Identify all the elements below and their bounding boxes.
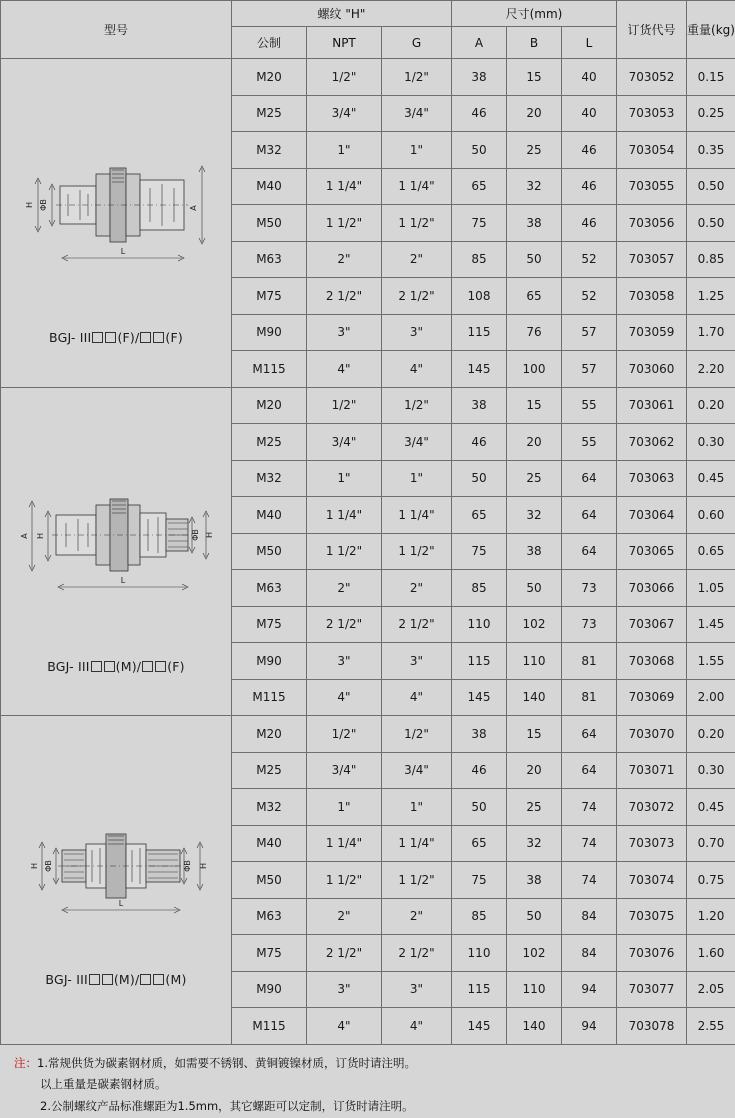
cell-a: 65	[452, 168, 507, 205]
cell-npt: 4"	[307, 351, 382, 388]
cell-a: 110	[452, 606, 507, 643]
cell-g: 3/4"	[382, 752, 452, 789]
cell-g: 1 1/2"	[382, 862, 452, 899]
cell-metric: M20	[232, 387, 307, 424]
cell-b: 50	[507, 241, 562, 278]
cell-b: 32	[507, 168, 562, 205]
cell-g: 1/2"	[382, 716, 452, 753]
cell-g: 1/2"	[382, 59, 452, 96]
cell-l: 52	[562, 278, 617, 315]
cell-b: 50	[507, 570, 562, 607]
cell-metric: M50	[232, 205, 307, 242]
model-label-suffix: (M)	[165, 972, 186, 987]
placeholder-box	[92, 332, 103, 343]
svg-text:H: H	[25, 202, 34, 208]
cell-a: 46	[452, 95, 507, 132]
cell-npt: 3/4"	[307, 95, 382, 132]
cell-l: 64	[562, 716, 617, 753]
cell-code: 703054	[617, 132, 687, 169]
cell-metric: M50	[232, 862, 307, 899]
cell-b: 20	[507, 752, 562, 789]
cell-weight: 1.25	[687, 278, 735, 315]
cell-npt: 1 1/4"	[307, 825, 382, 862]
cell-npt: 3"	[307, 971, 382, 1008]
cell-weight: 0.45	[687, 460, 735, 497]
cell-weight: 2.00	[687, 679, 735, 716]
cell-a: 50	[452, 132, 507, 169]
model-label-mid: (M)/	[114, 972, 140, 987]
placeholder-box	[102, 974, 113, 985]
cell-l: 84	[562, 935, 617, 972]
cell-g: 1 1/2"	[382, 205, 452, 242]
cell-b: 32	[507, 497, 562, 534]
note-line-1b: 以上重量是碳素钢材质。	[14, 1074, 735, 1096]
cell-l: 81	[562, 643, 617, 680]
cell-weight: 0.25	[687, 95, 735, 132]
cell-g: 3/4"	[382, 95, 452, 132]
note-line-2: 2.公制螺纹产品标准螺距为1.5mm，其它螺距可以定制，订货时请注明。	[14, 1096, 735, 1118]
cell-a: 46	[452, 424, 507, 461]
cell-code: 703069	[617, 679, 687, 716]
cell-weight: 0.50	[687, 205, 735, 242]
cell-l: 57	[562, 351, 617, 388]
cell-l: 64	[562, 460, 617, 497]
cell-npt: 1"	[307, 460, 382, 497]
svg-text:H: H	[199, 863, 208, 869]
cell-code: 703071	[617, 752, 687, 789]
cell-code: 703068	[617, 643, 687, 680]
header-weight: 重量(kg)	[687, 1, 735, 59]
header-g: G	[382, 27, 452, 59]
model-label-suffix: (F)	[165, 330, 183, 345]
svg-text:H: H	[36, 533, 45, 539]
cell-npt: 4"	[307, 1008, 382, 1045]
cell-l: 64	[562, 497, 617, 534]
cell-g: 1"	[382, 789, 452, 826]
cell-g: 3"	[382, 643, 452, 680]
cell-npt: 1 1/4"	[307, 168, 382, 205]
header-a: A	[452, 27, 507, 59]
placeholder-box	[105, 332, 116, 343]
placeholder-box	[91, 661, 102, 672]
cell-npt: 3"	[307, 643, 382, 680]
cell-b: 15	[507, 387, 562, 424]
cell-weight: 2.55	[687, 1008, 735, 1045]
placeholder-box	[104, 661, 115, 672]
cell-code: 703063	[617, 460, 687, 497]
cell-l: 40	[562, 95, 617, 132]
cell-g: 4"	[382, 351, 452, 388]
cell-b: 140	[507, 1008, 562, 1045]
cell-metric: M115	[232, 679, 307, 716]
model-label-mid: (F)/	[117, 330, 139, 345]
cell-metric: M90	[232, 314, 307, 351]
svg-text:A: A	[189, 205, 198, 211]
cell-b: 20	[507, 424, 562, 461]
cell-b: 102	[507, 606, 562, 643]
cell-npt: 2 1/2"	[307, 606, 382, 643]
cell-b: 110	[507, 971, 562, 1008]
model-label-prefix: BGJ- III	[45, 972, 87, 987]
cell-g: 1 1/4"	[382, 497, 452, 534]
cell-l: 94	[562, 971, 617, 1008]
header-b: B	[507, 27, 562, 59]
cell-b: 76	[507, 314, 562, 351]
cell-code: 703052	[617, 59, 687, 96]
cell-weight: 0.75	[687, 862, 735, 899]
cell-weight: 0.30	[687, 424, 735, 461]
cell-a: 75	[452, 205, 507, 242]
cell-code: 703059	[617, 314, 687, 351]
cell-metric: M25	[232, 752, 307, 789]
note-prefix: 注：	[14, 1056, 37, 1070]
model-label-group-1	[1, 330, 231, 345]
cell-b: 102	[507, 935, 562, 972]
cell-a: 50	[452, 789, 507, 826]
model-label-prefix: BGJ- III	[47, 659, 89, 674]
cell-npt: 1/2"	[307, 59, 382, 96]
cell-g: 1 1/4"	[382, 825, 452, 862]
cell-a: 75	[452, 533, 507, 570]
cell-metric: M90	[232, 643, 307, 680]
cell-a: 110	[452, 935, 507, 972]
cell-l: 55	[562, 387, 617, 424]
cell-metric: M63	[232, 241, 307, 278]
cell-npt: 2"	[307, 570, 382, 607]
cell-weight: 0.20	[687, 716, 735, 753]
cell-g: 3"	[382, 971, 452, 1008]
cell-l: 52	[562, 241, 617, 278]
cell-l: 84	[562, 898, 617, 935]
cell-b: 15	[507, 716, 562, 753]
header-thread-group: 螺纹 "H"	[232, 1, 452, 27]
svg-text:L: L	[121, 576, 126, 585]
cell-npt: 2"	[307, 898, 382, 935]
fitting-female-female-drawing	[1, 100, 231, 330]
model-cell-group-3	[1, 716, 232, 1045]
model-label-prefix: BGJ- III	[49, 330, 91, 345]
cell-npt: 1 1/2"	[307, 533, 382, 570]
cell-l: 55	[562, 424, 617, 461]
cell-npt: 2 1/2"	[307, 278, 382, 315]
cell-l: 94	[562, 1008, 617, 1045]
cell-l: 74	[562, 825, 617, 862]
cell-g: 1 1/2"	[382, 533, 452, 570]
cell-g: 4"	[382, 1008, 452, 1045]
placeholder-box	[140, 974, 151, 985]
header-order-code: 订货代号	[617, 1, 687, 59]
svg-text:ΦB: ΦB	[183, 860, 192, 872]
cell-g: 4"	[382, 679, 452, 716]
svg-text:ΦB: ΦB	[44, 860, 53, 872]
cell-code: 703064	[617, 497, 687, 534]
cell-a: 50	[452, 460, 507, 497]
table-body-group-3	[1, 716, 735, 1045]
cell-a: 38	[452, 387, 507, 424]
cell-a: 85	[452, 241, 507, 278]
cell-metric: M75	[232, 935, 307, 972]
footnotes	[0, 1045, 735, 1118]
cell-metric: M20	[232, 59, 307, 96]
cell-code: 703070	[617, 716, 687, 753]
cell-npt: 1"	[307, 132, 382, 169]
cell-b: 38	[507, 205, 562, 242]
cell-a: 75	[452, 862, 507, 899]
cell-weight: 2.05	[687, 971, 735, 1008]
cell-code: 703055	[617, 168, 687, 205]
cell-code: 703065	[617, 533, 687, 570]
cell-code: 703053	[617, 95, 687, 132]
cell-npt: 1 1/2"	[307, 862, 382, 899]
cell-b: 20	[507, 95, 562, 132]
cell-weight: 1.45	[687, 606, 735, 643]
header-model: 型号	[1, 1, 232, 59]
cell-npt: 4"	[307, 679, 382, 716]
cell-b: 65	[507, 278, 562, 315]
cell-npt: 1 1/2"	[307, 205, 382, 242]
cell-a: 38	[452, 59, 507, 96]
cell-weight: 0.70	[687, 825, 735, 862]
cell-a: 115	[452, 971, 507, 1008]
cell-weight: 0.15	[687, 59, 735, 96]
cell-a: 85	[452, 570, 507, 607]
cell-code: 703062	[617, 424, 687, 461]
cell-l: 74	[562, 862, 617, 899]
cell-code: 703075	[617, 898, 687, 935]
cell-npt: 2 1/2"	[307, 935, 382, 972]
cell-metric: M40	[232, 825, 307, 862]
cell-l: 73	[562, 570, 617, 607]
placeholder-box	[153, 974, 164, 985]
cell-l: 81	[562, 679, 617, 716]
cell-g: 1"	[382, 460, 452, 497]
cell-code: 703057	[617, 241, 687, 278]
cell-a: 85	[452, 898, 507, 935]
cell-a: 115	[452, 314, 507, 351]
fitting-male-female-drawing	[1, 429, 231, 659]
svg-text:H: H	[30, 863, 39, 869]
svg-text:ΦB: ΦB	[39, 199, 48, 211]
model-label-suffix: (F)	[167, 659, 185, 674]
placeholder-box	[142, 661, 153, 672]
cell-weight: 0.35	[687, 132, 735, 169]
cell-b: 140	[507, 679, 562, 716]
cell-b: 32	[507, 825, 562, 862]
cell-code: 703066	[617, 570, 687, 607]
cell-code: 703077	[617, 971, 687, 1008]
cell-a: 38	[452, 716, 507, 753]
cell-g: 2"	[382, 898, 452, 935]
cell-code: 703061	[617, 387, 687, 424]
cell-code: 703067	[617, 606, 687, 643]
svg-text:A: A	[20, 532, 29, 538]
cell-code: 703078	[617, 1008, 687, 1045]
cell-b: 25	[507, 132, 562, 169]
cell-metric: M20	[232, 716, 307, 753]
svg-text:L: L	[119, 899, 124, 908]
cell-g: 1"	[382, 132, 452, 169]
cell-metric: M75	[232, 278, 307, 315]
table-body-group-1	[1, 59, 735, 388]
model-cell-group-2	[1, 387, 232, 716]
cell-metric: M115	[232, 1008, 307, 1045]
cell-g: 2"	[382, 570, 452, 607]
cell-weight: 0.20	[687, 387, 735, 424]
model-cell-group-1	[1, 59, 232, 388]
cell-g: 1/2"	[382, 387, 452, 424]
cell-npt: 3/4"	[307, 752, 382, 789]
cell-b: 15	[507, 59, 562, 96]
cell-l: 73	[562, 606, 617, 643]
cell-code: 703073	[617, 825, 687, 862]
cell-metric: M63	[232, 570, 307, 607]
cell-metric: M63	[232, 898, 307, 935]
cell-g: 3"	[382, 314, 452, 351]
model-label-mid: (M)/	[116, 659, 142, 674]
cell-weight: 1.60	[687, 935, 735, 972]
header-metric: 公制	[232, 27, 307, 59]
cell-l: 64	[562, 752, 617, 789]
cell-b: 38	[507, 862, 562, 899]
fitting-male-male-drawing	[1, 772, 231, 972]
header-size-group: 尺寸(mm)	[452, 1, 617, 27]
cell-weight: 1.20	[687, 898, 735, 935]
cell-metric: M40	[232, 497, 307, 534]
cell-code: 703060	[617, 351, 687, 388]
cell-l: 64	[562, 533, 617, 570]
cell-metric: M90	[232, 971, 307, 1008]
cell-g: 2"	[382, 241, 452, 278]
cell-g: 3/4"	[382, 424, 452, 461]
cell-weight: 1.05	[687, 570, 735, 607]
cell-npt: 1 1/4"	[307, 497, 382, 534]
cell-g: 1 1/4"	[382, 168, 452, 205]
note-line-1	[14, 1053, 735, 1075]
cell-l: 74	[562, 789, 617, 826]
cell-a: 108	[452, 278, 507, 315]
cell-g: 2 1/2"	[382, 606, 452, 643]
cell-npt: 3"	[307, 314, 382, 351]
cell-a: 145	[452, 1008, 507, 1045]
cell-code: 703074	[617, 862, 687, 899]
placeholder-box	[140, 332, 151, 343]
cell-code: 703076	[617, 935, 687, 972]
cell-metric: M40	[232, 168, 307, 205]
cell-l: 57	[562, 314, 617, 351]
cell-weight: 0.45	[687, 789, 735, 826]
table-body-group-2	[1, 387, 735, 716]
cell-code: 703058	[617, 278, 687, 315]
model-label-group-2	[1, 659, 231, 674]
cell-metric: M25	[232, 424, 307, 461]
placeholder-box	[89, 974, 100, 985]
cell-a: 46	[452, 752, 507, 789]
cell-b: 110	[507, 643, 562, 680]
cell-b: 38	[507, 533, 562, 570]
cell-code: 703072	[617, 789, 687, 826]
cell-code: 703056	[617, 205, 687, 242]
placeholder-box	[153, 332, 164, 343]
cell-weight: 0.65	[687, 533, 735, 570]
cell-weight: 0.60	[687, 497, 735, 534]
cell-b: 50	[507, 898, 562, 935]
note-text-1: 1.常规供货为碳素钢材质，如需要不锈钢、黄铜镀镍材质，订货时请注明。	[37, 1056, 416, 1070]
header-npt: NPT	[307, 27, 382, 59]
cell-metric: M32	[232, 789, 307, 826]
cell-b: 100	[507, 351, 562, 388]
cell-metric: M32	[232, 460, 307, 497]
cell-a: 115	[452, 643, 507, 680]
cell-l: 46	[562, 205, 617, 242]
cell-npt: 1/2"	[307, 716, 382, 753]
cell-weight: 0.30	[687, 752, 735, 789]
cell-npt: 1"	[307, 789, 382, 826]
cell-weight: 0.50	[687, 168, 735, 205]
cell-a: 65	[452, 825, 507, 862]
cell-g: 2 1/2"	[382, 278, 452, 315]
cell-npt: 2"	[307, 241, 382, 278]
cell-b: 25	[507, 460, 562, 497]
cell-metric: M32	[232, 132, 307, 169]
cell-npt: 3/4"	[307, 424, 382, 461]
cell-metric: M25	[232, 95, 307, 132]
placeholder-box	[155, 661, 166, 672]
cell-metric: M75	[232, 606, 307, 643]
cell-weight: 1.55	[687, 643, 735, 680]
cell-weight: 2.20	[687, 351, 735, 388]
model-label-group-3	[1, 972, 231, 987]
cell-metric: M115	[232, 351, 307, 388]
svg-text:ΦB: ΦB	[191, 529, 200, 541]
cell-l: 40	[562, 59, 617, 96]
cell-l: 46	[562, 168, 617, 205]
header-l: L	[562, 27, 617, 59]
cell-b: 25	[507, 789, 562, 826]
cell-a: 145	[452, 679, 507, 716]
cell-npt: 1/2"	[307, 387, 382, 424]
svg-text:L: L	[121, 247, 126, 256]
svg-text:H: H	[205, 532, 214, 538]
cell-a: 65	[452, 497, 507, 534]
cell-weight: 1.70	[687, 314, 735, 351]
cell-weight: 0.85	[687, 241, 735, 278]
cell-metric: M50	[232, 533, 307, 570]
cell-g: 2 1/2"	[382, 935, 452, 972]
cell-l: 46	[562, 132, 617, 169]
cell-a: 145	[452, 351, 507, 388]
table-header	[1, 1, 735, 59]
